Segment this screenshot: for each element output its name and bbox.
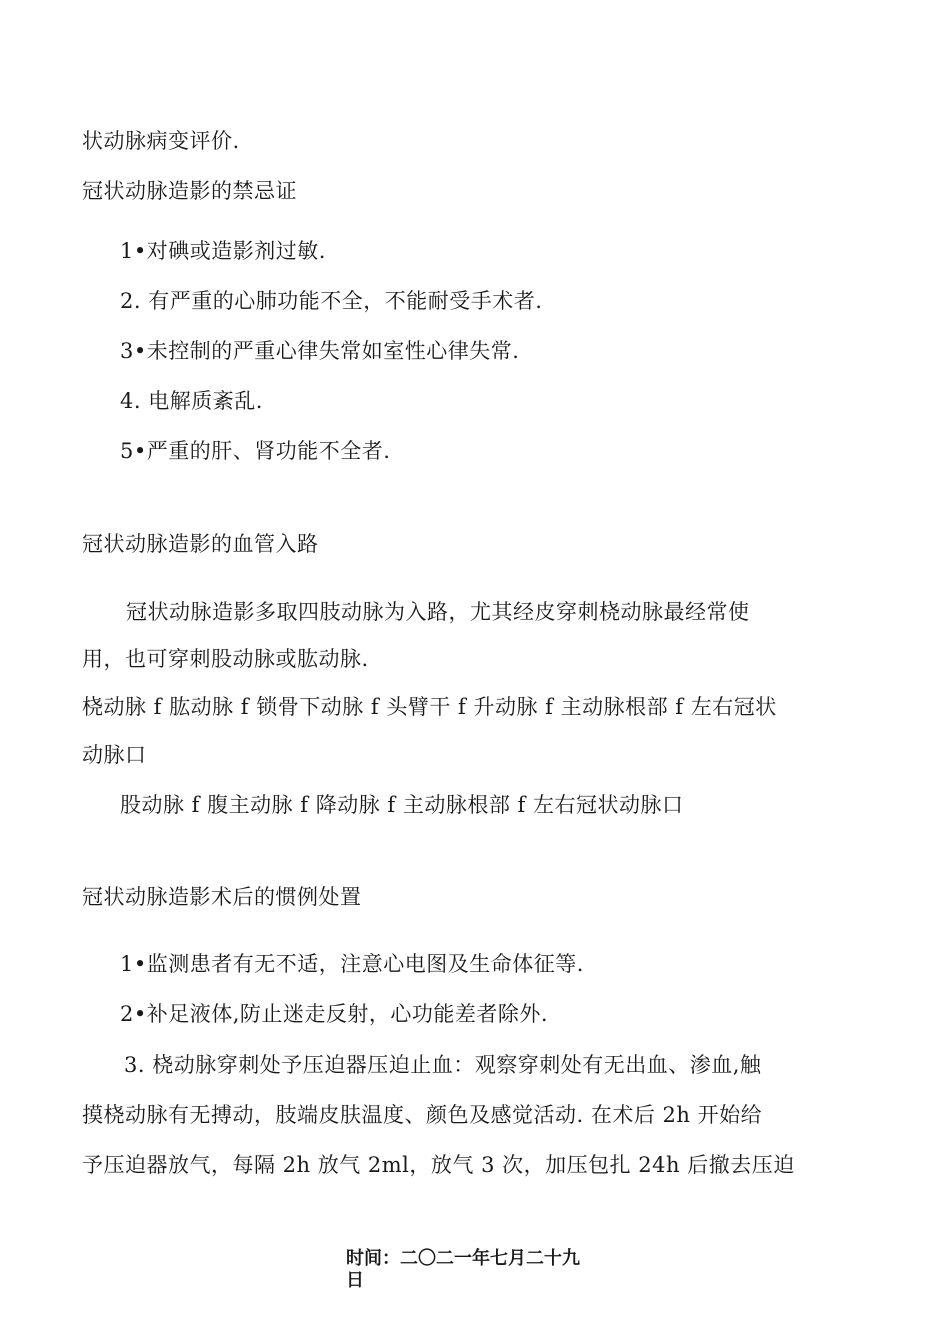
list-item: 2•补足液体,防止迷走反射，心功能差者除外. [120, 1002, 549, 1026]
list-item: 4. 电解质紊乱. [120, 389, 263, 413]
paragraph-line: 予压迫器放气，每隔 2h 放气 2ml，放气 3 次，加压包扎 24h 后撤去压迫 [82, 1153, 795, 1177]
paragraph-line: 用，也可穿刺股动脉或肱动脉. [82, 647, 369, 671]
paragraph-line: 桡动脉 f 肱动脉 f 锁骨下动脉 f 头臂干 f 升动脉 f 主动脉根部 f 左右冠状 [82, 695, 777, 719]
list-item: 2. 有严重的心肺功能不全，不能耐受手术者. [120, 289, 543, 313]
text-line: 状动脉病变评价. [82, 129, 240, 153]
footer-date: 时间：二〇二一年七月二十九 [346, 1248, 580, 1269]
list-item: 3. 桡动脉穿刺处予压迫器压迫止血：观察穿刺处有无出血、渗血,触 [124, 1053, 762, 1077]
paragraph-line: 股动脉 f 腹主动脉 f 降动脉 f 主动脉根部 f 左右冠状动脉口 [120, 793, 684, 817]
section-heading-vascular-access: 冠状动脉造影的血管入路 [82, 532, 319, 556]
section-heading-post-procedure: 冠状动脉造影术后的惯例处置 [82, 885, 362, 909]
list-item: 5•严重的肝、肾功能不全者. [120, 439, 391, 463]
paragraph-line: 冠状动脉造影多取四肢动脉为入路，尤其经皮穿刺桡动脉最经常使 [126, 600, 750, 624]
paragraph-line: 动脉口 [82, 743, 147, 767]
list-item: 1•监测患者有无不适，注意心电图及生命体征等. [120, 952, 584, 976]
list-item: 1•对碘或造影剂过敏. [120, 239, 326, 263]
paragraph-line: 摸桡动脉有无搏动，肢端皮肤温度、颜色及感觉活动. 在术后 2h 开始给 [82, 1103, 763, 1127]
footer-date-continued: 日 [346, 1270, 364, 1291]
section-heading-contraindications: 冠状动脉造影的禁忌证 [82, 179, 297, 203]
list-item: 3•未控制的严重心律失常如室性心律失常. [120, 339, 520, 363]
